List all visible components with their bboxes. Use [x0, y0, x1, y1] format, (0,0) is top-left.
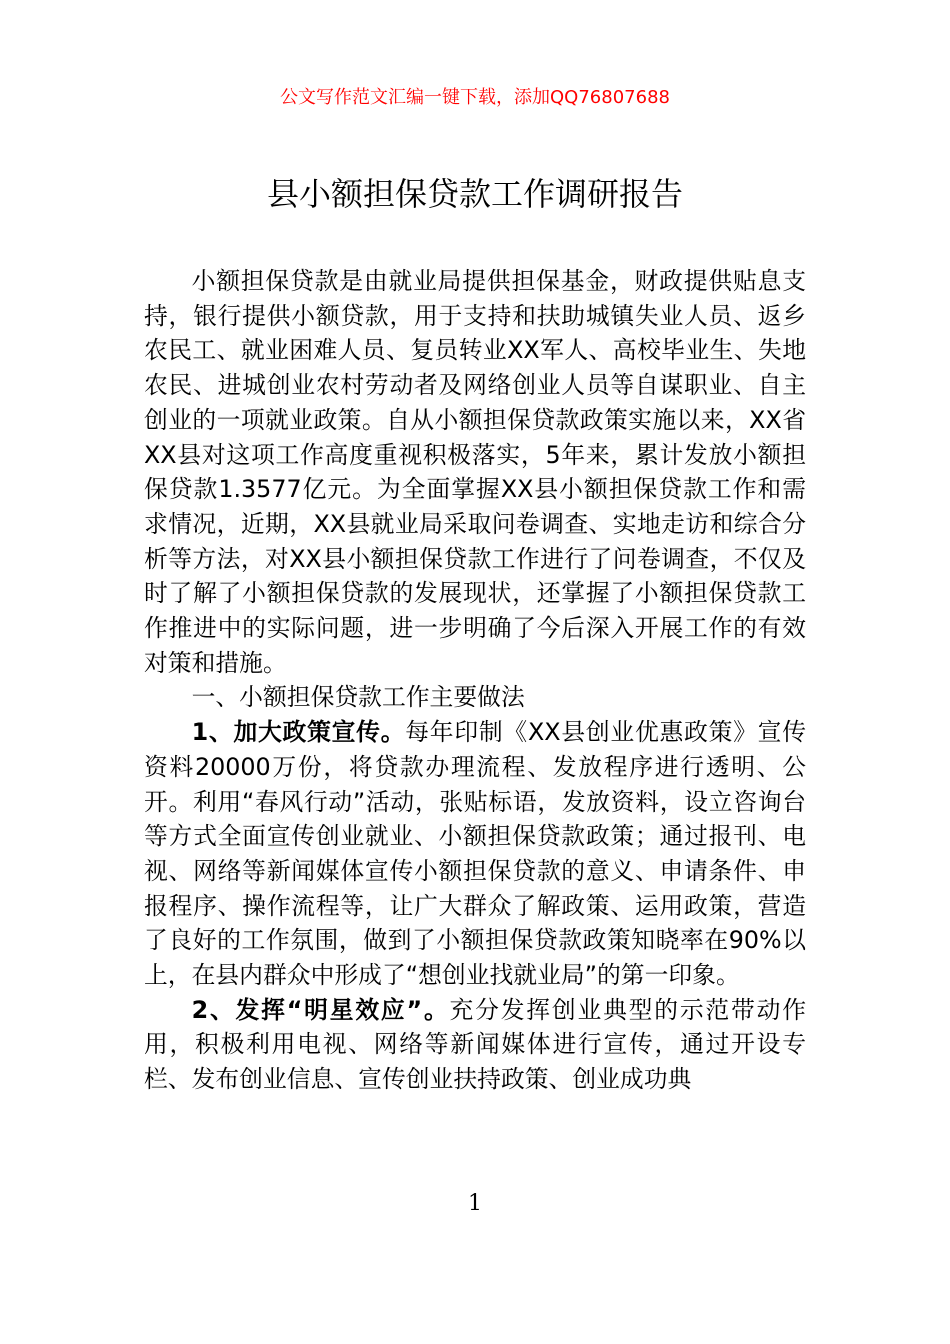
item-2-text: 充分发挥创业典型的示范带动作用，积极利用电视、网络等新闻媒体进行宣传，通过开设专栏、发布创业信息、宣传创业扶持政策、创业成功典 — [144, 995, 806, 1094]
document-body — [144, 264, 806, 1097]
section-heading: 一、小额担保贷款工作主要做法 — [191, 683, 525, 712]
page-title: 县小额担保贷款工作调研报告 — [266, 175, 683, 213]
item-1-text: 每年印制《XX县创业优惠政策》宣传资料20000万份，将贷款办理流程、发放程序进行透明、公开。利用“春风行动”活动，张贴标语，发放资料，设立咨询台等方式全面宣传创业就业、小额担保贷款政策；通过报刊、电视、网络等新闻媒体宣传小额担保贷款的意义、申请条件、申报程序、操作流程等，让广大群众了解政策、运用政策，营造了良好的工作氛围，做到了小额担保贷款政策知晓率在90%以上，在县内群众中形成了“想创业找就业局”的第一印象。 — [144, 718, 806, 990]
watermark-banner: 公文写作范文汇编一键下载，添加QQ76807688 — [280, 87, 670, 108]
item-2-paragraph — [144, 993, 806, 1097]
page-number: 1 — [468, 1191, 482, 1216]
item-1-paragraph — [144, 715, 806, 993]
item-2-lead: 2、发挥“明星效应”。 — [191, 995, 450, 1024]
intro-paragraph: 小额担保贷款是由就业局提供担保基金，财政提供贴息支持，银行提供小额贷款，用于支持和扶助城镇失业人员、返乡农民工、就业困难人员、复员转业XX军人、高校毕业生、失地农民、进城创业农村劳动者及网络创业人员等自谋职业、自主创业的一项就业政策。自从小额担保贷款政策实施以来，XX省XX县对这项工作高度重视积极落实，5年来，累计发放小额担保贷款1.3577亿元。为全面掌握XX县小额担保贷款工作和需求情况，近期，XX县就业局采取问卷调查、实地走访和综合分析等方法，对XX县小额担保贷款工作进行了问卷调查，不仅及时了解了小额担保贷款的发展现状，还掌握了小额担保贷款工作推进中的实际问题，进一步明确了今后深入开展工作的有效对策和措施。 — [144, 267, 806, 677]
item-1-lead: 1、加大政策宣传。 — [191, 718, 406, 747]
